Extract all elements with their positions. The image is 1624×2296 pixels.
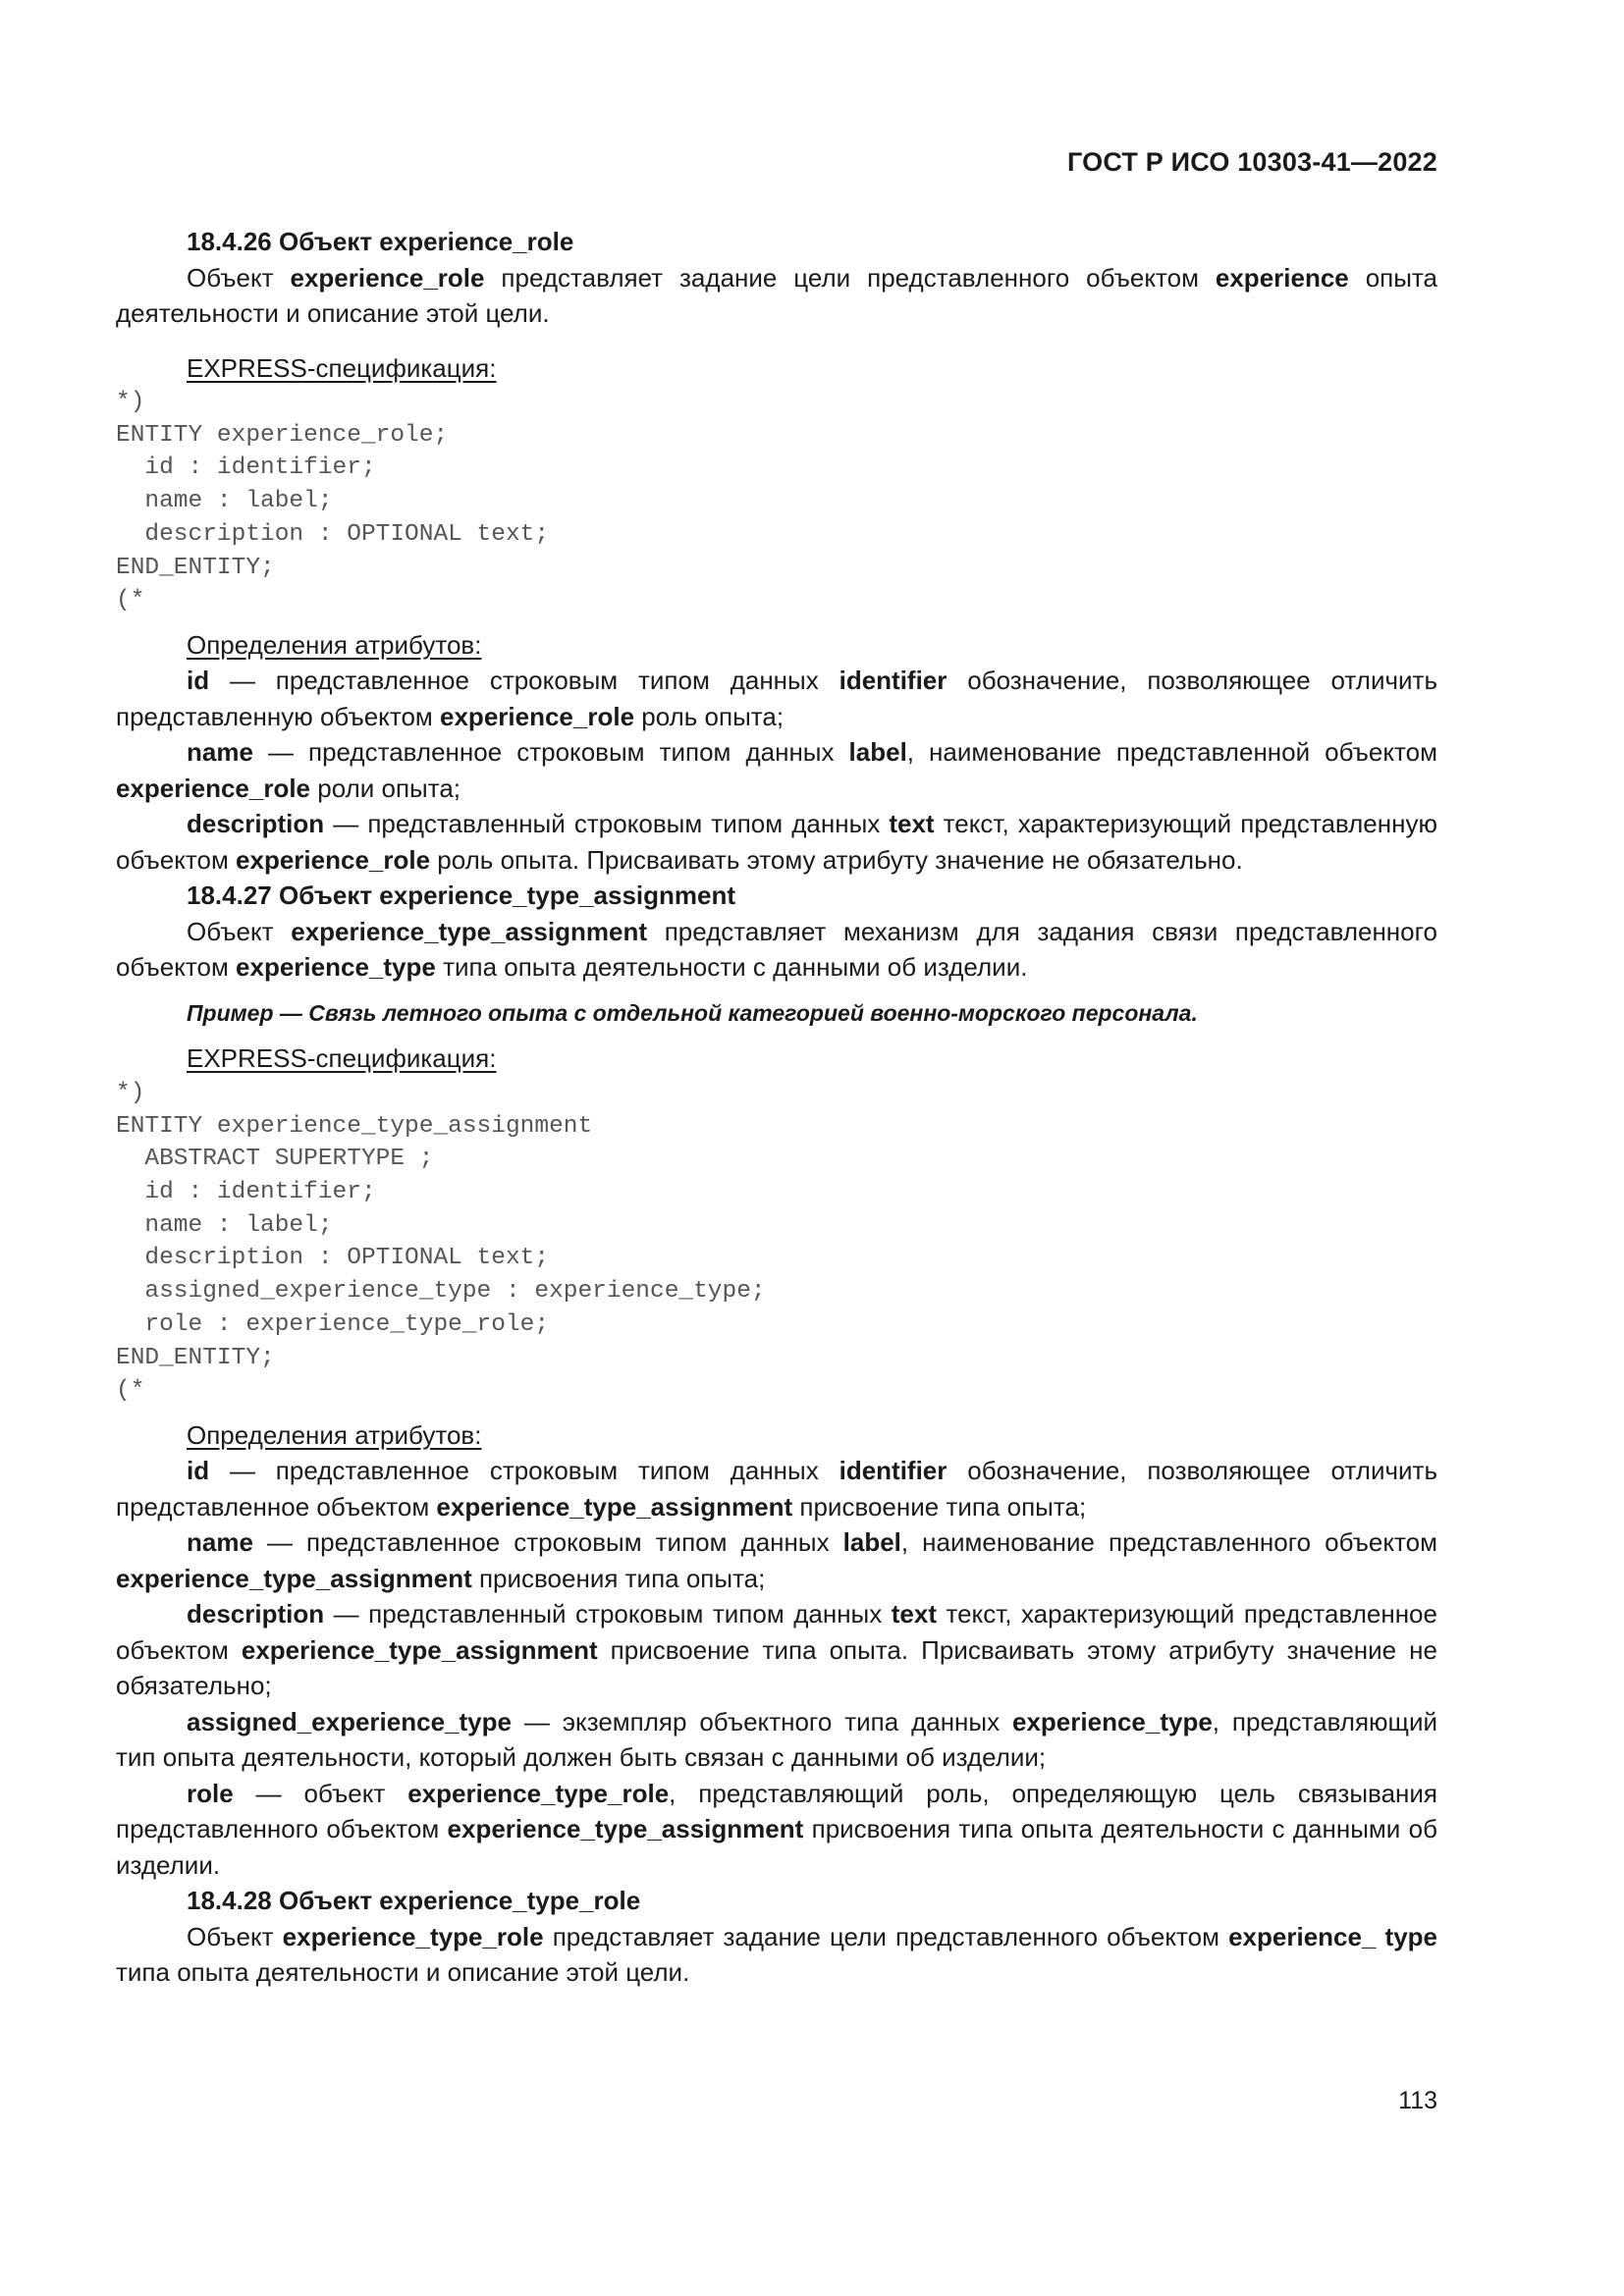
attribute-definition: name — представленное строковым типом данных label, наименование представленной объектом experience_role роли опыта; xyxy=(116,737,1437,803)
code-line: ENTITY experience_type_assignment xyxy=(116,1112,593,1140)
express-code-block xyxy=(116,1077,1437,1408)
code-line: (* xyxy=(116,1377,145,1405)
code-line: (* xyxy=(116,587,145,614)
attribute-definition: description — представленный строковым типом данных text текст, характеризующий представленное объектом experience_type_assignment присвоение типа опыта. Присваивать этому атрибуту значение не обязательно; xyxy=(116,1599,1437,1701)
code-line: description : OPTIONAL text; xyxy=(116,1245,550,1272)
attribute-definition: id — представленное строковым типом данных identifier обозначение, позволяющее отличить представленное объектом experience_type_assignment присвоение типа опыта; xyxy=(116,1456,1437,1522)
code-line: id : identifier; xyxy=(116,454,376,482)
attribute-definitions-label: Определения атрибутов: xyxy=(187,1419,482,1450)
code-line: name : label; xyxy=(116,1211,333,1239)
page-number: 113 xyxy=(1398,2087,1437,2114)
attribute-definition: id — представленное строковым типом данных identifier обозначение, позволяющее отличить представленную объектом experience_role роль опыта; xyxy=(116,666,1437,731)
example-note: Пример — Связь летного опыта с отдельной категорией военно-морского персонала. xyxy=(187,999,1198,1026)
code-line: id : identifier; xyxy=(116,1179,376,1206)
express-spec-label: EXPRESS-спецификация: xyxy=(187,1043,497,1074)
code-line: END_ENTITY; xyxy=(116,554,275,581)
express-code-block xyxy=(116,386,1437,617)
document-page xyxy=(116,0,1437,2296)
code-line: *) xyxy=(116,389,145,415)
section-heading-18-4-26: 18.4.26 Объект experience_role xyxy=(187,227,574,256)
standard-header: ГОСТ Р ИСО 10303-41—2022 xyxy=(1067,147,1437,177)
section-intro-18-4-28: Объект experience_type_role представляет задание цели представленного объектом experience_ type типа опыта деятельности и описание этой цели. xyxy=(116,1921,1437,1988)
code-line: END_ENTITY; xyxy=(116,1344,275,1371)
page-content xyxy=(116,224,1437,1991)
code-line: ENTITY experience_role; xyxy=(116,421,449,449)
attribute-definition: assigned_experience_type — экземпляр объектного типа данных experience_type, представляющий тип опыта деятельности, который должен быть связан с данными об изделии; xyxy=(116,1706,1437,1773)
code-line: ABSTRACT SUPERTYPE ; xyxy=(116,1146,434,1173)
attribute-definition: role — объект experience_type_role, представляющий роль, определяющую цель связывания представленного объектом experience_type_assignment присвоения типа опыта деятельности с данными об изделии. xyxy=(116,1778,1437,1880)
section-intro-18-4-26: Объект experience_role представляет задание цели представленного объектом experience опыта деятельности и описание этой цели. xyxy=(116,262,1438,328)
section-heading-18-4-28: 18.4.28 Объект experience_type_role xyxy=(187,1886,641,1916)
section-intro-18-4-27: Объект experience_type_assignment представляет механизм для задания связи представленного объектом experience_type типа опыта деятельности с данными об изделии. xyxy=(116,916,1437,983)
code-line: description : OPTIONAL text; xyxy=(116,520,550,548)
code-line: name : label; xyxy=(116,488,333,515)
code-line: assigned_experience_type : experience_type; xyxy=(116,1278,766,1306)
section-heading-18-4-27: 18.4.27 Объект experience_type_assignment xyxy=(187,881,736,911)
attribute-definitions-label: Определения атрибутов: xyxy=(187,629,482,660)
attribute-definition: name — представленное строковым типом данных label, наименование представленного объектом experience_type_assignment присвоения типа опыта; xyxy=(116,1527,1437,1593)
attribute-definition: description — представленный строковым типом данных text текст, характеризующий представленную объектом experience_role роль опыта. Присваивать этому атрибуту значение не обязательно. xyxy=(116,809,1437,875)
code-line: *) xyxy=(116,1079,145,1106)
code-line: role : experience_type_role; xyxy=(116,1310,550,1338)
express-spec-label: EXPRESS-спецификация: xyxy=(187,352,497,383)
